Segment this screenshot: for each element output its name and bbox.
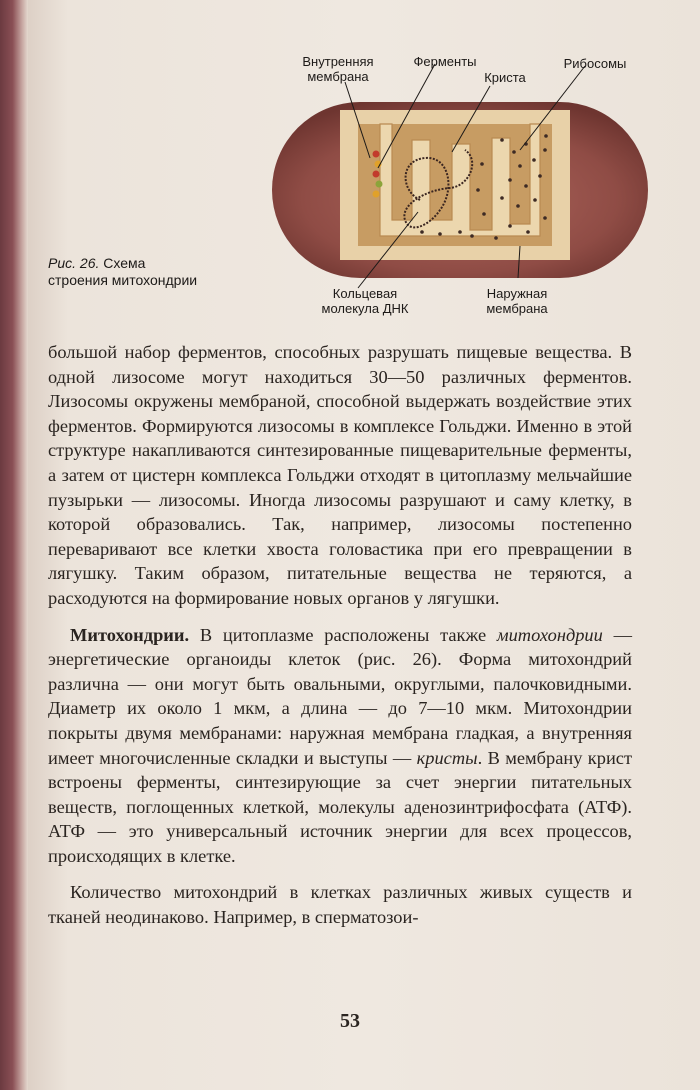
mito-term-1: митохондрии: [496, 624, 603, 645]
figure-caption: [48, 255, 198, 289]
caption-number: Рис. 26.: [48, 255, 100, 271]
label-outer-membrane: Наружная мембрана: [486, 286, 548, 316]
paragraph-lysosomes: большой набор ферментов, способных разрушать пищевые вещества. В одной лизосоме могут находиться 30—50 различных ферментов. Лизосомы окружены мембраной, способной выдержать воздействие этих ферментов. Формируются лизосомы в комплексе Гольджи. Именно в этой структуре накапливаются синтезированные пищеварительные ферменты, а затем от цистерн комплекса Гольджи отходят в цитоплазму мельчайшие пузырьки — лизосомы. Иногда лизосомы разрушают и саму клетку, в которой образовались. Так, например, лизосомы постепенно переваривают все клетки хвоста головастика при его превращении в лягушку. Таким образом, питательные вещества не теряются, а расходуются на формирование новых органов у лягушки.: [48, 342, 632, 608]
label-inner-membrane: Внутренняя мембрана: [302, 54, 374, 84]
mito-heading: Митохондрии.: [70, 624, 190, 645]
mito-term-2: кристы: [416, 747, 478, 768]
paragraph-mitochondria: [48, 623, 632, 869]
body-text: [48, 340, 632, 930]
book-spine: [0, 0, 28, 1090]
mito-text-3: . В мембрану крист встроены ферменты, синтезирующие за счет энергии питательных веществ, поглощенных клеткой, молекулы аденозинтрифосфата (АТФ). АТФ — это универсальный источник энергии для всех процессов, происходящих в клетке.: [48, 747, 632, 866]
paragraph-count: Количество митохондрий в клетках различных живых существ и тканей неодинаково. Например, в сперматозои-: [48, 882, 632, 928]
page-number: 53: [340, 1010, 360, 1032]
label-ribosomes: Рибосомы: [563, 56, 627, 71]
mito-text-2: — энергетические органоиды клеток (рис. 26). Форма митохондрий различна — они могут быть овальными, округлыми, палочковидными. Диаметр их около 1 мкм, а длина — до 7—10 мкм. Митохондрии покрыты двумя мембранами: наружная мембрана гладкая, а внутренняя имеет многочисленные складки и выступы —: [48, 624, 632, 768]
label-enzymes: Ферменты: [413, 54, 477, 69]
caption-text: Схема строения митохондрии: [48, 255, 198, 288]
mito-text-1: В цитоплазме расположены также: [189, 624, 497, 645]
label-ring-dna: Кольцевая молекула ДНК: [321, 286, 409, 316]
label-crista: Криста: [484, 70, 526, 85]
